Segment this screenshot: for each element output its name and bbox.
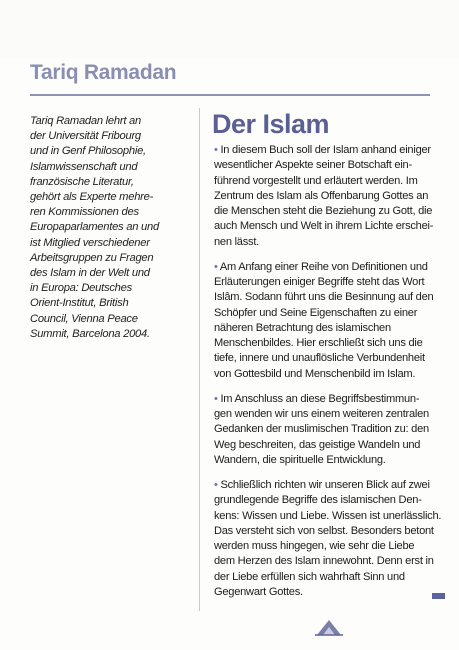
paragraph-line (214, 422, 438, 437)
paragraph-text: werden muss hingegen, wie sehr die Liebe (214, 540, 415, 552)
paragraph-line (214, 275, 438, 290)
paragraph-line (214, 290, 438, 305)
book-title: Der Islam (212, 109, 330, 139)
author-name: Tariq Ramadan (30, 61, 177, 84)
bio-line: ren Kommissionen des (30, 206, 139, 219)
bio-line: und in Genf Philosophie, (30, 145, 146, 158)
paragraph-text: In diesem Buch soll der Islam anhand einiger (220, 144, 431, 156)
paragraph-line (214, 453, 438, 468)
paragraph-text: die Menschen steht die Beziehung zu Gott, die (214, 205, 433, 217)
author-bio (30, 114, 192, 342)
bio-line: Council, Vienna Peace (30, 312, 138, 325)
paragraph-line (214, 260, 438, 275)
paragraph-line (214, 235, 438, 250)
paragraph-text: Zentrum des Islam als Offenbarung Gottes an (214, 189, 429, 202)
paragraph-text: Islâm. Sodann führt uns die Besinnung auf den (214, 291, 434, 304)
paragraph-text: Weg beschreiten, das geistige Wandeln und (214, 438, 421, 451)
paragraph-text: grundlegende Begriffe des islamischen Den- (214, 494, 422, 507)
bio-line: gehört als Experte mehre- (30, 191, 154, 204)
paragraph-line (214, 204, 438, 219)
paragraph-line (214, 158, 438, 173)
paragraph-text: nen lässt. (214, 235, 259, 248)
paragraph-line (214, 351, 438, 366)
paragraph-text: Gedanken der muslimischen Tradition zu: den (214, 423, 429, 436)
top-band (0, 0, 459, 58)
paragraph-line (214, 189, 438, 204)
paragraph-text: führend vorgestellt und erläutert werden. Im (214, 174, 418, 187)
bio-line: Summit, Barcelona 2004. (30, 327, 150, 340)
description-body (214, 143, 442, 610)
bio-line: ist Mitglied verschiedener (30, 236, 150, 249)
paragraph-line (214, 554, 438, 569)
paragraph-line (214, 143, 438, 158)
paragraph-line (214, 570, 438, 585)
bio-line: Tariq Ramadan lehrt an (30, 115, 142, 127)
paragraph-text: Schöpfer und Seine Eigenschaften zu einer (214, 306, 418, 319)
bio-line: Arbeitsgruppen zu Fragen (30, 251, 154, 264)
paragraph-line (214, 219, 438, 234)
paragraph-text: auch Mensch und Welt in ihrem Lichte erschei- (214, 220, 434, 233)
paragraph-text: Menschenbildes. Hier erschließt sich uns die (214, 337, 423, 349)
paragraph-text: Im Anschluss an diese Begriffsbestimmun- (220, 392, 420, 405)
bio-line: französische Literatur, (30, 175, 134, 188)
bullet-icon: • (214, 144, 221, 156)
bio-line: des Islam in der Welt und (30, 267, 150, 280)
bullet-icon: • (214, 392, 221, 405)
paragraph (214, 392, 438, 468)
column-divider (199, 108, 200, 611)
paragraph (214, 260, 438, 382)
paragraph-line (214, 585, 438, 600)
publisher-logo-icon (315, 618, 343, 636)
bio-line: Islamwissenschaft und (30, 160, 138, 173)
paragraph-text: Wandern, die spirituelle Entwicklung. (214, 453, 386, 466)
paragraph-line (214, 306, 438, 321)
paragraph-text: Das versteht sich von selbst. Besonders betont (214, 524, 434, 537)
paragraph-line (214, 478, 438, 493)
paragraph (214, 143, 438, 250)
paragraph-line (214, 392, 438, 407)
bio-line: Europaparlamentes an und (30, 221, 159, 234)
bio-line: in Europa: Deutsches (30, 282, 132, 295)
paragraph-line (214, 407, 438, 422)
paragraph-text: kens: Wissen und Liebe. Wissen ist unerlässlich. (214, 509, 442, 522)
paragraph-line (214, 539, 438, 554)
paragraph (214, 478, 442, 600)
paragraph-text: dem Herzen des Islam innewohnt. Denn erst in (214, 555, 434, 568)
paragraph-line (214, 336, 438, 351)
paragraph-text: von Gottesbild und Menschenbild im Islam. (214, 367, 416, 380)
author-divider (30, 94, 430, 96)
end-mark (432, 593, 445, 599)
paragraph-line (214, 524, 438, 539)
bullet-icon: • (214, 260, 220, 273)
paragraph-text: wesentlicher Aspekte seiner Botschaft ein- (214, 159, 412, 172)
bio-line: Orient-Institut, British (30, 297, 129, 310)
paragraph-line (214, 174, 438, 189)
bullet-icon: • (214, 479, 221, 491)
paragraph-text: Erläuterungen einiger Begriffe steht das Wort (214, 276, 425, 288)
paragraph-text: der Liebe erfüllen sich wahrhaft Sinn und (214, 570, 405, 583)
paragraph-text: Schließlich richten wir unseren Blick auf zwei (220, 479, 430, 491)
paragraph-line (214, 321, 438, 336)
paragraph-text: näheren Betrachtung des islamischen (214, 321, 391, 334)
paragraph-line (214, 509, 442, 524)
paragraph-text: Am Anfang einer Reihe von Definitionen und (219, 260, 428, 273)
paragraph-line (214, 438, 438, 453)
paragraph-text: tiefe, innere und unauflösliche Verbundenheit (214, 352, 425, 365)
paragraph-text: gen wenden wir uns einem weiteren zentralen (214, 408, 429, 420)
paragraph-text: Gegenwart Gottes. (214, 585, 303, 598)
paragraph-line (214, 493, 438, 508)
paragraph-line (214, 367, 438, 382)
bio-line: der Universität Fribourg (30, 130, 141, 143)
